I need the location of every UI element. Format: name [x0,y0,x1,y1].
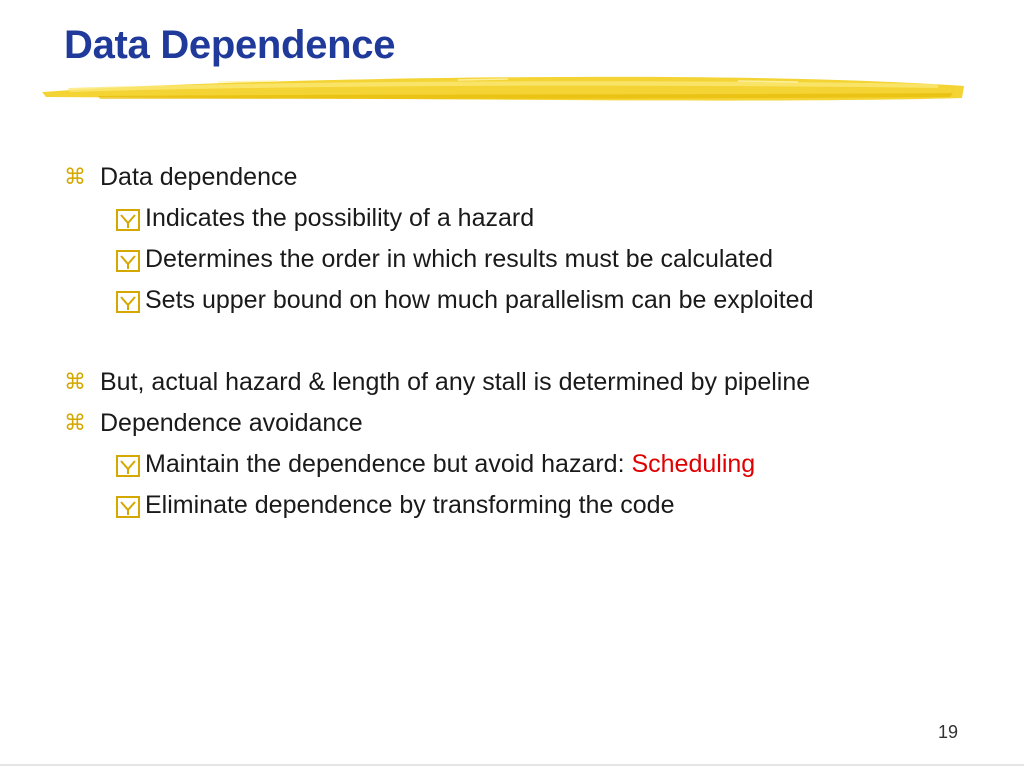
list-item [64,198,813,239]
list-item [64,157,813,198]
checkbox-icon [116,209,140,231]
list-item [64,403,813,444]
slide-title: Data Dependence [64,23,396,67]
bullet-list [64,157,813,526]
checkbox-icon [116,291,140,313]
bullet-text: Indicates the possibility of a hazard [145,204,535,232]
scheduling-highlight: Scheduling [631,450,756,478]
command-key-icon: ⌘ [64,411,86,436]
list-item [64,280,813,321]
bullet-text: Sets upper bound on how much parallelism can be exploited [145,286,814,314]
bullet-text: Data dependence [100,163,298,191]
page-number: 19 [937,722,958,742]
highlighter-stroke [38,70,968,110]
bullet-text: Maintain the dependence but avoid hazard: [145,450,632,478]
list-item [64,485,813,526]
checkbox-icon [116,455,140,477]
list-item [64,444,813,485]
footer-divider [0,764,1024,766]
bullet-text: Determines the order in which results must be calculated [145,245,774,273]
bullet-text: Eliminate dependence by transforming the code [145,491,675,519]
checkbox-icon [116,496,140,518]
bullet-text: But, actual hazard & length of any stall is determined by pipeline [100,368,811,396]
checkbox-icon [116,250,140,272]
bullet-text: Dependence avoidance [100,409,363,437]
list-item [64,362,813,403]
command-key-icon: ⌘ [64,370,86,395]
list-spacer [64,321,813,362]
list-item [64,239,813,280]
command-key-icon: ⌘ [64,165,86,190]
